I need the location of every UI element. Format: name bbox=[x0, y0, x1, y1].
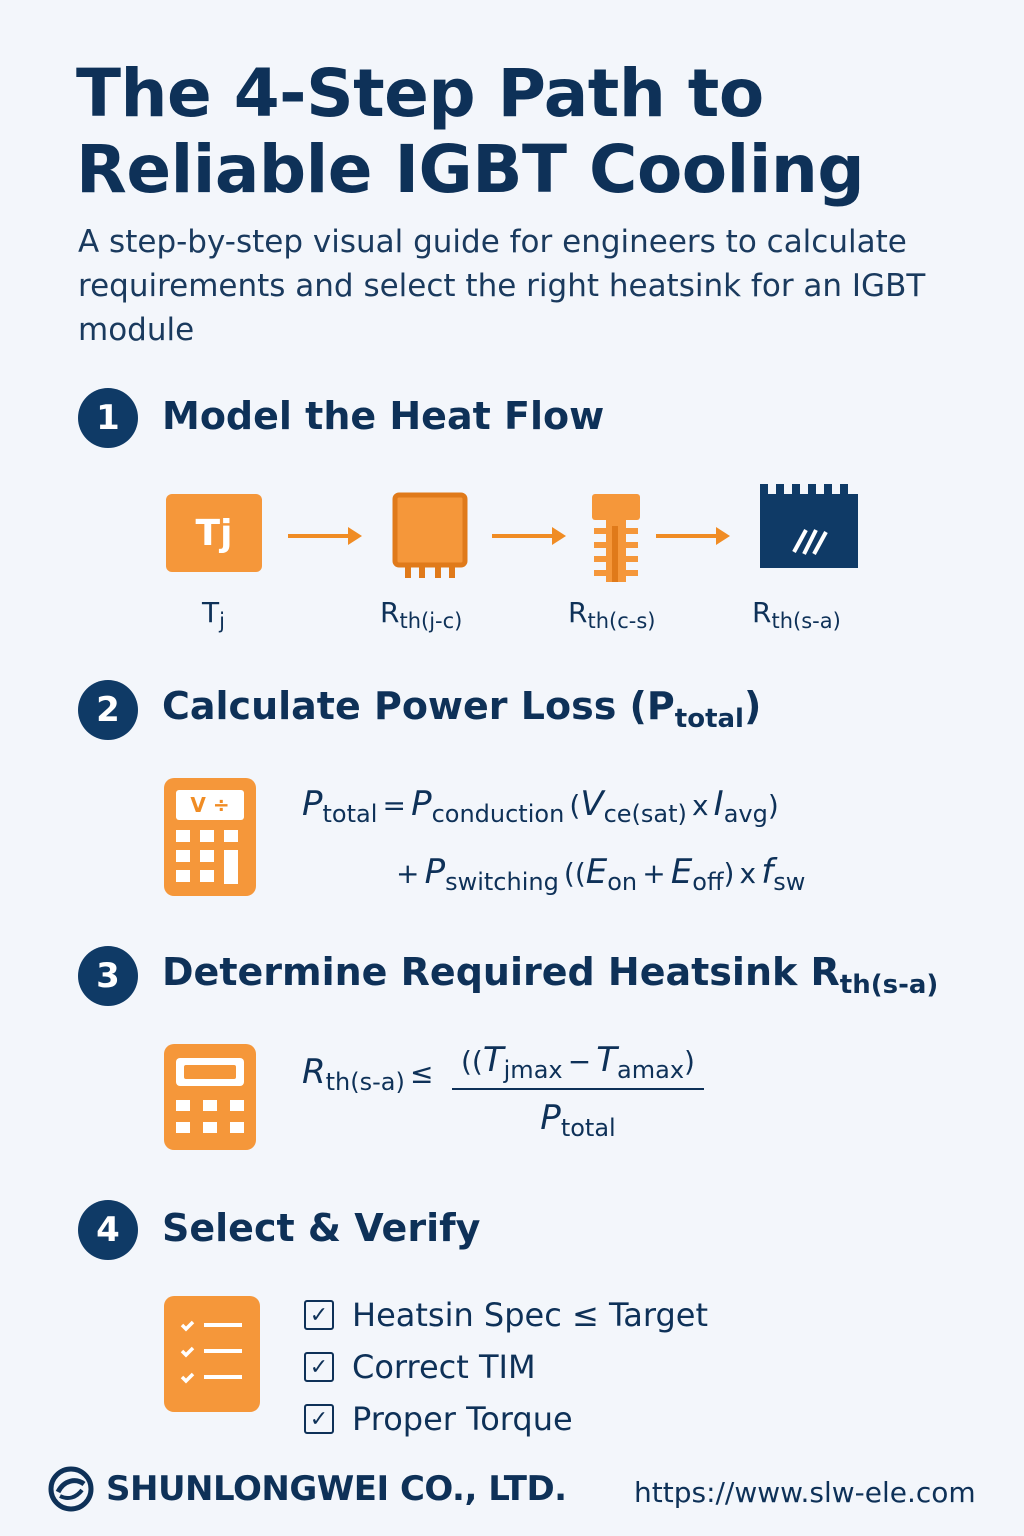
step-1-title: Model the Heat Flow bbox=[162, 394, 605, 438]
title-line-1: The 4-Step Path to bbox=[76, 55, 764, 132]
label-rth-sa: $R_{th(s-a)}$ bbox=[752, 596, 841, 633]
step-2-number: 2 bbox=[78, 680, 138, 740]
igbt-chip-icon bbox=[392, 492, 468, 580]
heatsink-formula-lhs: Rth(s-a) ≤ bbox=[302, 1052, 434, 1096]
checklist-icon bbox=[164, 1296, 260, 1412]
step-4-number: 4 bbox=[78, 1200, 138, 1260]
thermal-interface-icon bbox=[590, 492, 642, 584]
heatsink-formula-denominator: Ptotal bbox=[540, 1098, 616, 1142]
label-rth-jc: $R_{th(j-c)}$ bbox=[380, 596, 463, 633]
checkbox-icon: ✓ bbox=[304, 1404, 334, 1434]
checklist-item-label: Proper Torque bbox=[352, 1400, 573, 1438]
company-brand bbox=[48, 1466, 567, 1512]
power-loss-formula-line-1: Ptotal = Pconduction (Vce(sat) x Iavg) bbox=[302, 784, 779, 828]
flow-arrow-2 bbox=[492, 534, 562, 538]
step-1-number: 1 bbox=[78, 388, 138, 448]
label-junction-temp: $T_j$ bbox=[202, 596, 225, 633]
checklist-item-label: Correct TIM bbox=[352, 1348, 536, 1386]
company-logo-icon bbox=[48, 1466, 94, 1512]
step-3-title: Determine Required Heatsink $R_{th(s-a)}$ bbox=[162, 950, 939, 1000]
title-line-2: Reliable IGBT Cooling bbox=[76, 131, 865, 208]
checkbox-icon: ✓ bbox=[304, 1300, 334, 1330]
checklist-item-label: Heatsin Spec ≤ Target bbox=[352, 1296, 708, 1334]
step-2-title: Calculate Power Loss $(P_{total})$ bbox=[162, 684, 762, 734]
calculator-icon bbox=[164, 778, 256, 896]
verify-checklist bbox=[304, 1296, 708, 1438]
heatsink-icon bbox=[760, 484, 858, 568]
company-name: SHUNLONGWEI CO., LTD. bbox=[106, 1469, 567, 1509]
fraction-bar bbox=[452, 1088, 704, 1090]
page-title bbox=[76, 56, 976, 208]
junction-temp-icon bbox=[166, 494, 262, 572]
power-loss-formula-line-2: + Pswitching ((Eon + Eoff) x fsw bbox=[396, 852, 806, 896]
label-rth-cs: $R_{th(c-s)}$ bbox=[568, 596, 656, 633]
calculator-icon-2 bbox=[164, 1044, 256, 1150]
subtitle: A step-by-step visual guide for engineers to calculate requirements and select the right heatsink for an IGBT module bbox=[78, 224, 926, 348]
step-3-number: 3 bbox=[78, 946, 138, 1006]
step-4-title: Select & Verify bbox=[162, 1206, 481, 1250]
website-link[interactable]: https://www.slw-ele.com bbox=[634, 1476, 976, 1509]
checkbox-icon: ✓ bbox=[304, 1352, 334, 1382]
flow-arrow-1 bbox=[288, 534, 358, 538]
checklist-item bbox=[304, 1296, 708, 1334]
checklist-item bbox=[304, 1348, 708, 1386]
flow-arrow-3 bbox=[656, 534, 726, 538]
calculator-display: V ÷ bbox=[176, 790, 244, 820]
checklist-item bbox=[304, 1400, 708, 1438]
heatsink-formula-numerator: ((Tjmax − Tamax) bbox=[461, 1040, 695, 1084]
junction-temp-icon-text: Tj bbox=[195, 512, 233, 554]
